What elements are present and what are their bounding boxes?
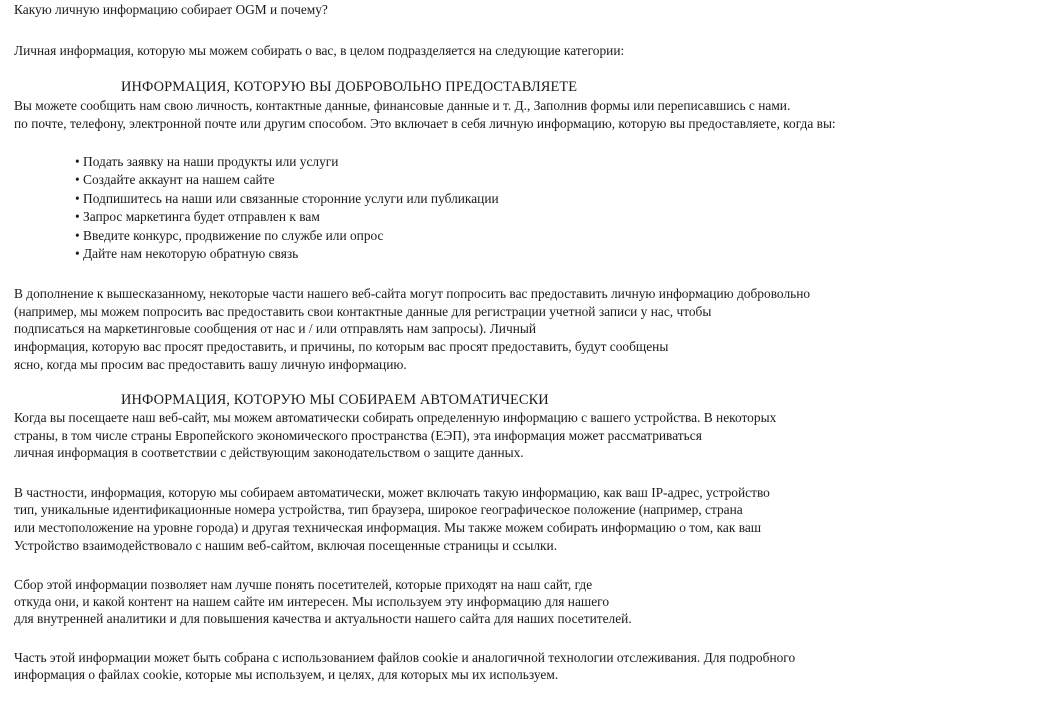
section2-paragraph: для внутренней аналитики и для повышения качества и актуальности нашего сайта для наших посетителей. [14,611,632,626]
list-item: • Дайте нам некоторую обратную связь [75,245,499,263]
section2-paragraph: или местоположение на уровне города) и другая техническая информация. Мы также можем собирать информацию о том, как ваш [14,520,762,535]
section1-paragraph: (например, мы можем попросить вас предоставить свои контактные данные для регистрации учетной записи у нас, чтобы [14,304,712,319]
section2-paragraph: Устройство взаимодействовало с нашим веб-сайтом, включая посещенные страницы и ссылки. [14,538,558,553]
section2-paragraph: Часть этой информации может быть собрана с использованием файлов cookie и аналогичной технологии отслеживания. Для подробного [14,650,796,665]
list-item: • Подпишитесь на наши или связанные сторонние услуги или публикации [75,190,499,208]
list-item: • Создайте аккаунт на нашем сайте [75,171,499,189]
section1-text: по почте, телефону, электронной почте или другим способом. Это включает в себя личную информацию, которую вы предоставляете, когда вы: [14,116,836,131]
section1-paragraph: информация, которую вас просят предоставить, и причины, по которым вас просят предоставить, будут сообщены [14,339,669,354]
section2-paragraph: В частности, информация, которую мы собираем автоматически, может включать такую информацию, как ваш IP-адрес, устройство [14,485,770,500]
section1-paragraph: В дополнение к вышесказанному, некоторые части нашего веб-сайта могут попросить вас предоставить личную информацию добровольно [14,286,811,301]
page-title: Какую личную информацию собирает OGM и почему? [14,2,328,17]
section1-text: Вы можете сообщить нам свою личность, контактные данные, финансовые данные и т. Д., Заполнив формы или переписавшись с нами. [14,98,791,113]
list-item: • Подать заявку на наши продукты или услуги [75,153,499,171]
section2-paragraph: информация о файлах cookie, которые мы используем, и целях, для которых мы их используем. [14,667,559,682]
section2-paragraph: тип, уникальные идентификационные номера устройства, тип браузера, широкое географическое положение (например, страна [14,502,743,517]
section2-paragraph: личная информация в соответствии с действующим законодательством о защите данных. [14,445,524,460]
section2-paragraph: Сбор этой информации позволяет нам лучше понять посетителей, которые приходят на наш сайт, где [14,577,593,592]
list-item: • Введите конкурс, продвижение по службе или опрос [75,227,499,245]
section2-paragraph: Когда вы посещаете наш веб-сайт, мы можем автоматически собирать определенную информацию с вашего устройства. В некоторых [14,410,777,425]
section2-heading: ИНФОРМАЦИЯ, КОТОРУЮ МЫ СОБИРАЕМ АВТОМАТИЧЕСКИ [121,392,549,408]
section2-paragraph: откуда они, и какой контент на нашем сайте им интересен. Мы используем эту информацию для нашего [14,594,610,609]
section1-paragraph: подписаться на маркетинговые сообщения от нас и / или отправлять нам запросы). Личный [14,321,537,336]
section2-paragraph: страны, в том числе страны Европейского экономического пространства (ЕЭП), эта информация может рассматриваться [14,428,702,443]
section1-heading: ИНФОРМАЦИЯ, КОТОРУЮ ВЫ ДОБРОВОЛЬНО ПРЕДОСТАВЛЯЕТЕ [121,79,578,95]
intro-text: Личная информация, которую мы можем собирать о вас, в целом подразделяется на следующие категории: [14,43,625,58]
section1-bullet-list [75,153,499,263]
list-item: • Запрос маркетинга будет отправлен к вам [75,208,499,226]
section1-paragraph: ясно, когда мы просим вас предоставить вашу личную информацию. [14,357,407,372]
